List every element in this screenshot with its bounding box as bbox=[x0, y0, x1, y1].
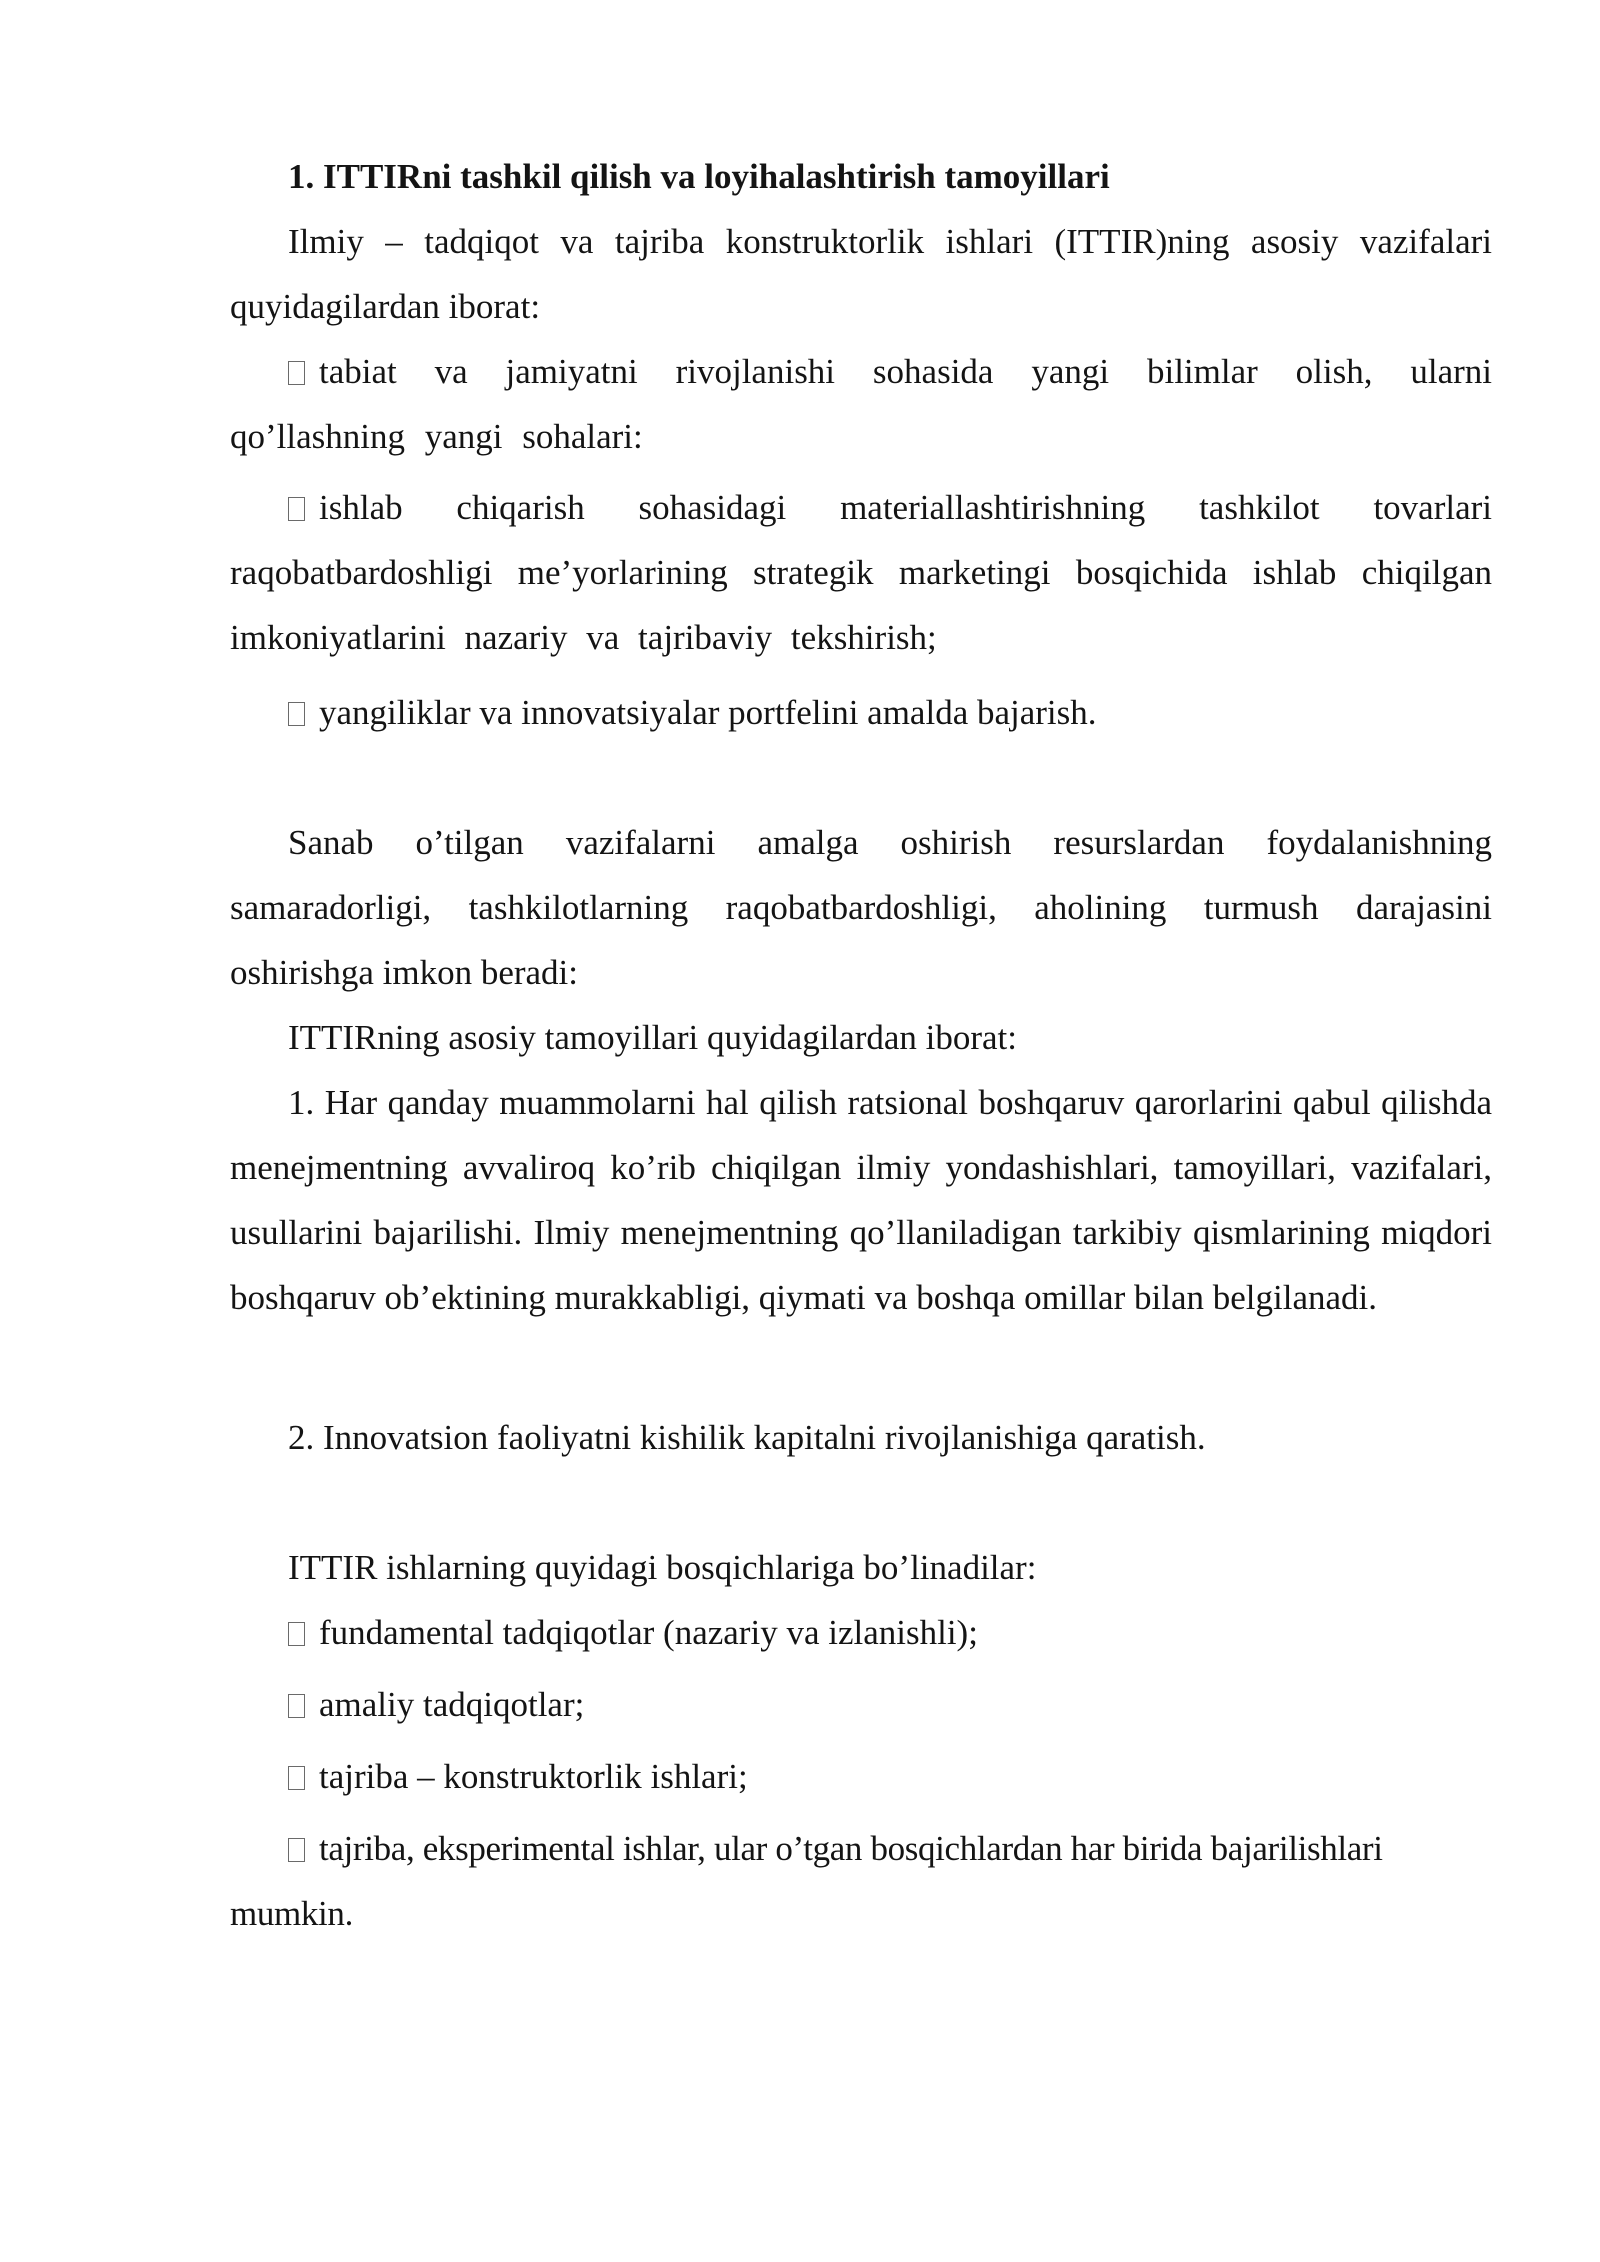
section-heading: 1. ITTIRni tashkil qilish va loyihalashtirish tamoyillari bbox=[288, 157, 1110, 196]
bullet-box-icon bbox=[288, 1766, 305, 1790]
bullet-box-icon bbox=[288, 1622, 305, 1646]
principles-intro: ITTIRning asosiy tamoyillari quyidagilardan iborat: bbox=[288, 1018, 1018, 1057]
stages-intro: ITTIR ishlarning quyidagi bosqichlariga bo’linadilar: bbox=[288, 1548, 1037, 1587]
bullet-box-icon bbox=[288, 1694, 305, 1718]
bullet-box-icon bbox=[288, 497, 305, 521]
stage-item-2: amaliy tadqiqotlar; bbox=[288, 1672, 584, 1737]
task-item-1: tabiat va jamiyatni rivojlanishi sohasida yangi bilimlar olish, ularni qo’llashning yangi sohalari: bbox=[230, 352, 1492, 456]
intro-paragraph: Ilmiy – tadqiqot va tajriba konstruktorlik ishlari (ITTIR)ning asosiy vazifalari quyidagilardan iborat: bbox=[230, 222, 1492, 326]
bullet-box-icon bbox=[288, 1838, 305, 1862]
bullet-box-icon bbox=[288, 702, 305, 726]
bullet-box-icon bbox=[288, 361, 305, 385]
principle-item-2: 2. Innovatsion faoliyatni kishilik kapitalni rivojlanishiga qaratish. bbox=[288, 1418, 1206, 1457]
task-item-2: ishlab chiqarish sohasidagi materiallashtirishning tashkilot tovarlari raqobatbardoshligi me’yorlarining strategik marketingi bosqichida ishlab chiqilgan imkoniyatlarini nazariy va tajribaviy tekshirish; bbox=[230, 488, 1492, 657]
stage-item-1: fundamental tadqiqotlar (nazariy va izlanishli); bbox=[288, 1600, 978, 1665]
stage-item-4: tajriba, eksperimental ishlar, ular o’tgan bosqichlardan har birida bajarilishlari mumkin. bbox=[230, 1829, 1383, 1933]
task-item-3: yangiliklar va innovatsiyalar portfelini amalda bajarish. bbox=[288, 680, 1097, 745]
principle-item-1: 1. Har qanday muammolarni hal qilish ratsional boshqaruv qarorlarini qabul qilishda menejmentning avvaliroq ko’rib chiqilgan ilmiy yondashishlari, tamoyillari, vazifalari, usullarini bajarilishi. Ilmiy menejmentning qo’llaniladigan tarkibiy qismlarining miqdori boshqaruv ob’ektining murakkabligi, qiymati va boshqa omillar bilan belgilanadi. bbox=[230, 1083, 1492, 1317]
stage-item-3: tajriba – konstruktorlik ishlari; bbox=[288, 1744, 748, 1809]
summary-paragraph: Sanab o’tilgan vazifalarni amalga oshirish resurslardan foydalanishning samaradorligi, tashkilotlarning raqobatbardoshligi, aholining turmush darajasini oshirishga imkon beradi: bbox=[230, 823, 1492, 992]
